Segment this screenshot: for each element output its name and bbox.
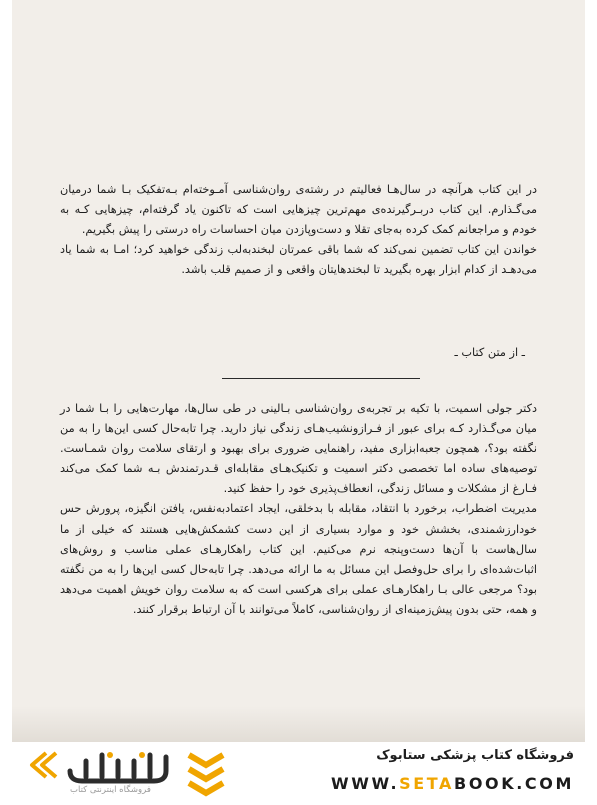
- quote-paragraph-2: خواندن این کتاب تضمین نمی‌کند که شما باقی عمرتان لبخندبه‌لب زندگی خواهید کرد؛ امـا به شما یاد می‌دهـد از کدام ابزار بهره بگیرید تا لبخندهایتان واقعی و از صمیم قلب باشد.: [60, 243, 537, 277]
- description-paragraph-2: مدیریت اضطراب، برخورد با انتقاد، مقابله با بدخلقی، ایجاد اعتمادبه‌نفس، یافتن انگیزه، پرورش حس خودارزشمندی، بخشش خود و موارد بسیاری از این دست کشمکش‌هایی هستند که خیلی از ما سال‌هاست با آن‌ها دست‌وپنجه نرم می‌کنیم. این کتاب راهکارهـای عملی مناسب و روش‌های اثبات‌شده‌ای را برای حل‌وفصل این مسائل به ما ارائه می‌دهد. چرا تابه‌حال کسی این‌ها را به من نگفته بود؟ مرجعی عالی بـا راهکارهـای عملی برای هرکسی است که به سلامت روان خویش اهمیت می‌دهد و همه، حتی بدون پیش‌زمینه‌ای از روان‌شناسی، کاملاً می‌توانند با آن ارتباط برقرار کنند.: [60, 502, 537, 616]
- url-prefix: WWW.: [331, 774, 400, 793]
- url-suffix: BOOK.COM: [454, 774, 574, 793]
- store-website-link[interactable]: [331, 774, 574, 793]
- logo-tagline: فروشگاه اینترنتی کتاب: [70, 785, 151, 795]
- book-back-cover-page: [12, 0, 585, 742]
- seta-chevron-mark-icon: [181, 747, 231, 799]
- book-description-block: [60, 399, 537, 620]
- description-paragraph-1: دکتر جولی اسمیت، با تکیه بر تجربه‌ی روان‌شناسی بـالینی در طی سال‌ها، مهارت‌هایی را بـا شما در میان می‌گـذارد کـه برای عبور از فـرازونشیب‌هـای زندگی نیاز دارید. چرا تابه‌حال کسی این‌ها را به من نگفته بود؟، همچون جعبه‌ابزاری مفید، راهنمایی ضروری برای بهبود و ارتقای سلامت روان شمـاست. توصیه‌های ساده اما تخصصی دکتر اسمیت و تکنیک‌هـای مقابله‌ای قـدرتمندش بـه شما کمک می‌کند فـارغ از مشکلات و مسائل زندگی، انعطاف‌پذیری خود را حفظ کنید.: [60, 402, 537, 496]
- quote-source: ـ از متن کتاب ـ: [454, 346, 525, 359]
- section-divider: [222, 378, 420, 379]
- book-quote-block: [60, 180, 537, 280]
- seta-book-logo[interactable]: [26, 747, 176, 801]
- url-accent: SETA: [399, 774, 455, 793]
- seta-logo-wordmark-icon: [26, 747, 176, 787]
- store-footer-banner: [0, 742, 597, 805]
- quote-paragraph-1: در این کتاب هرآنچه در سال‌هـا فعالیتم در رشته‌ی روان‌شناسی آمـوخته‌ام بـه‌تفکیک بـا شما درمیان می‌گـذارم. این کتاب دربـرگیرنده‌ی مهم‌ترین چیزهایی است که تاکنون یاد گرفته‌ام، چیزهایی کـه به خودم و مراجعانم کمک کرده به‌جای تقلا و دست‌وپازدن میان احساسات راه درستی را پیش بگیریم.: [60, 183, 537, 237]
- store-name: فروشگاه کتاب پزشکی ستابوک: [376, 748, 574, 763]
